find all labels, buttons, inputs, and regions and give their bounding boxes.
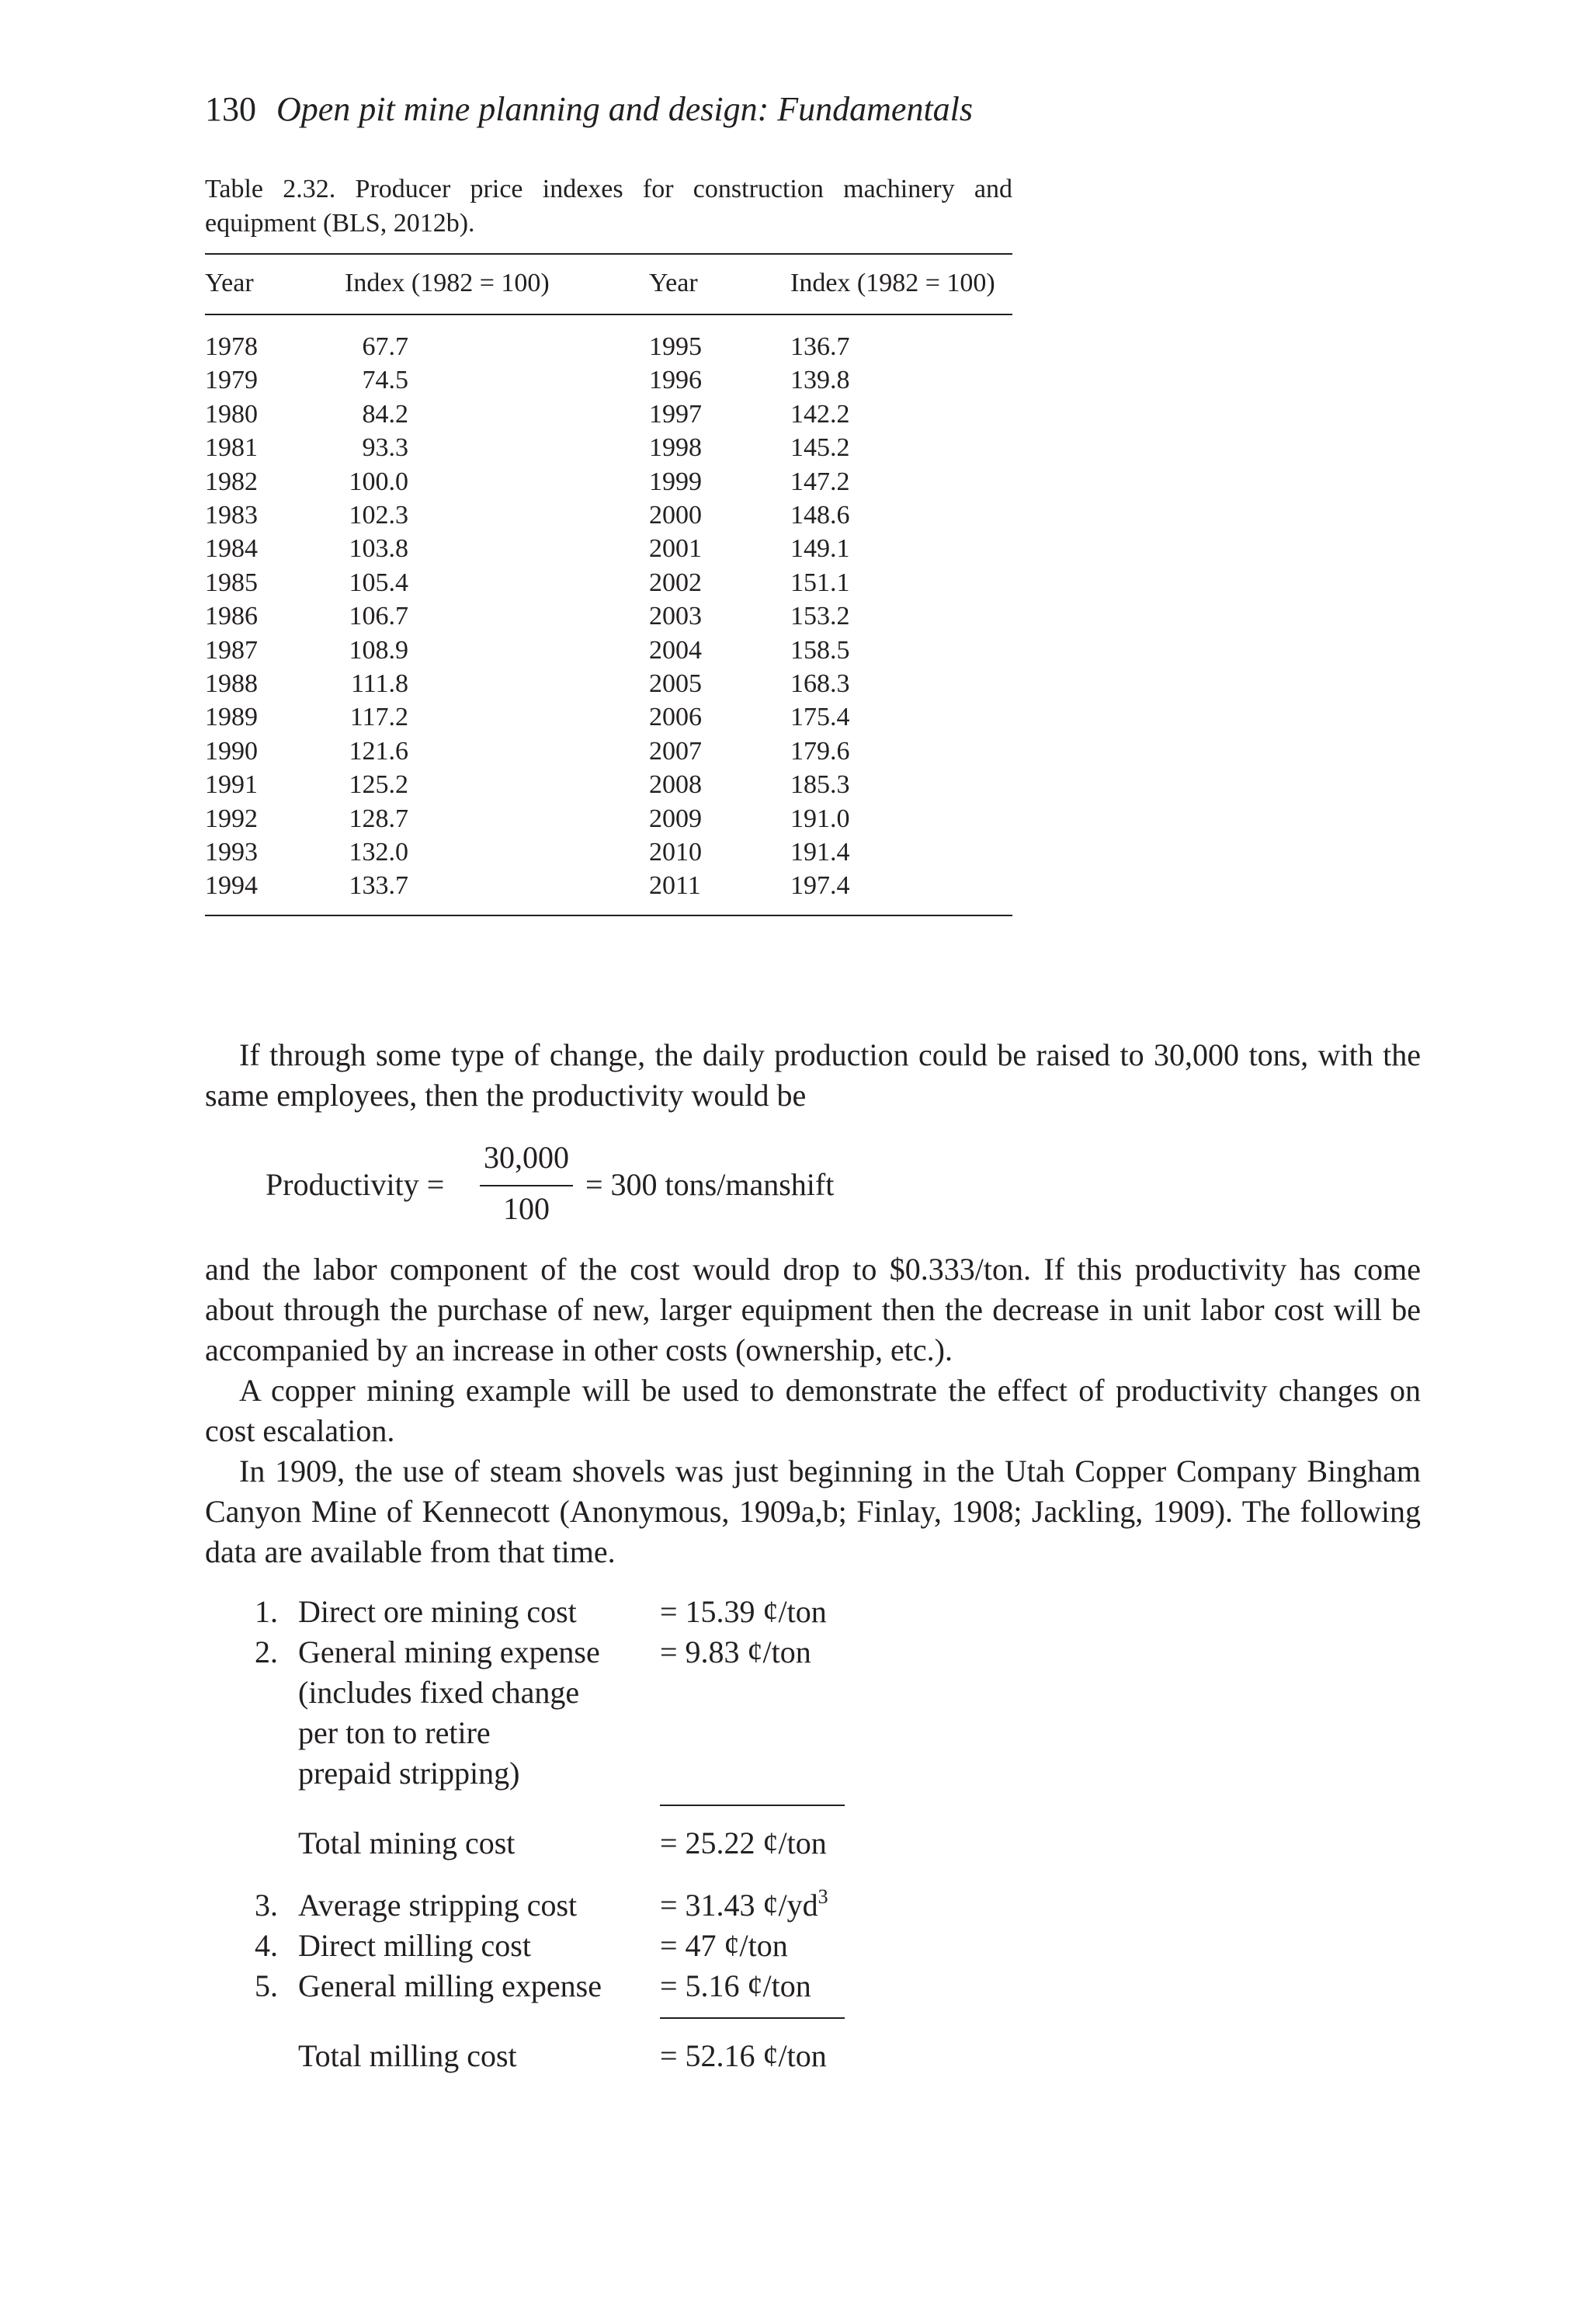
table-cell-index: 132.0 [349, 838, 408, 867]
table-cell-year: 1991 [205, 770, 258, 799]
table-cell-index: 117.2 [349, 703, 408, 731]
table-cell-year: 2005 [649, 669, 702, 698]
table-cell-index: 148.6 [790, 501, 850, 530]
table-cell-index: 153.2 [790, 602, 850, 631]
cost-item-2-value: = 9.83 ¢/ton [660, 1634, 811, 1669]
table-cell-year: 2007 [649, 737, 702, 766]
subtotal-rule-milling [660, 2017, 845, 2019]
table-cell-year: 1993 [205, 838, 258, 867]
table-cell-index: 128.7 [349, 804, 408, 833]
table-cell-year: 2008 [649, 770, 702, 799]
running-title: Open pit mine planning and design: Fundamentals [276, 90, 974, 128]
table-cell-index: 191.0 [790, 804, 850, 833]
total-mining-label: Total mining cost [298, 1826, 516, 1860]
table-cell-index: 145.2 [790, 433, 850, 462]
table-cell-year: 1984 [205, 534, 258, 563]
table-cell-index: 175.4 [790, 703, 850, 731]
table-cell-index: 125.2 [349, 770, 408, 799]
table-bottom-rule [205, 915, 1012, 916]
table-cell-year: 1998 [649, 433, 702, 462]
table-cell-year: 2011 [649, 871, 701, 900]
table-cell-index: 139.8 [790, 366, 850, 394]
cost-item-5-number: 5. [255, 1968, 278, 2003]
table-cell-index: 179.6 [790, 737, 850, 766]
cost-item-3-value-text: = 31.43 ¢/yd [660, 1888, 818, 1923]
total-mining-value: = 25.22 ¢/ton [660, 1826, 827, 1860]
table-cell-year: 1985 [205, 568, 258, 597]
cost-item-1-number: 1. [255, 1594, 278, 1629]
cost-item-2-note-line-1: (includes fixed change [298, 1675, 580, 1710]
table-cell-year: 1988 [205, 669, 258, 698]
table-cell-index: 108.9 [349, 636, 408, 665]
cost-item-5-value: = 5.16 ¢/ton [660, 1968, 811, 2003]
table-cell-year: 2001 [649, 534, 702, 563]
cost-item-2-label: General mining expense [298, 1634, 600, 1669]
equation-lhs: Productivity = [266, 1167, 445, 1202]
table-cell-index: 111.8 [351, 669, 408, 698]
table-cell-index: 151.1 [790, 568, 850, 597]
table-cell-index: 149.1 [790, 534, 850, 563]
table-cell-year: 1982 [205, 467, 258, 496]
paragraph-productivity-intro [205, 1035, 1421, 1116]
table-cell-index: 67.7 [362, 332, 408, 361]
cost-item-2-number: 2. [255, 1634, 278, 1669]
table-cell-index: 106.7 [349, 602, 408, 631]
table-cell-index: 197.4 [790, 871, 850, 900]
paragraph-copper-example: A copper mining example will be used to demonstrate the effect of productivity changes on cost escalation. [205, 1373, 1421, 1448]
equation-denominator: 100 [503, 1191, 550, 1226]
cost-item-4-number: 4. [255, 1928, 278, 1963]
table-cell-year: 2003 [649, 602, 702, 631]
subtotal-rule-mining [660, 1805, 845, 1806]
table-cell-year: 2000 [649, 501, 702, 530]
cost-item-2-note-line-3: prepaid stripping) [298, 1756, 520, 1791]
table-cell-year: 1987 [205, 636, 258, 665]
table-caption: Table 2.32. Producer price indexes for construction machinery and equipment (BLS, 2012b). [205, 175, 1012, 238]
cost-item-3-label: Average stripping cost [298, 1888, 578, 1923]
cost-item-4-value: = 47 ¢/ton [660, 1928, 788, 1963]
column-header-index-1: Index (1982 = 100) [345, 269, 550, 297]
table-cell-year: 2009 [649, 804, 702, 833]
table-cell-year: 1983 [205, 501, 258, 530]
cost-item-1-label: Direct ore mining cost [298, 1594, 577, 1629]
table-cell-year: 1999 [649, 467, 702, 496]
table-cell-index: 74.5 [362, 366, 408, 394]
cubic-superscript: 3 [818, 1885, 828, 1908]
table-cell-year: 2006 [649, 703, 702, 731]
table-cell-year: 1980 [205, 400, 258, 429]
table-cell-year: 1978 [205, 332, 258, 361]
equation-numerator: 30,000 [484, 1140, 569, 1175]
table-cell-year: 2010 [649, 838, 702, 867]
fraction-bar [480, 1185, 573, 1186]
table-cell-year: 1986 [205, 602, 258, 631]
table-header-rule [205, 314, 1012, 315]
table-cell-year: 1997 [649, 400, 702, 429]
total-milling-value: = 52.16 ¢/ton [660, 2038, 827, 2073]
table-cell-year: 1981 [205, 433, 258, 462]
table-cell-index: 142.2 [790, 400, 850, 429]
paragraph-text: If through some type of change, the daily production could be raised to 30,000 tons, with the same employees, then the productivity would be [205, 1037, 1421, 1113]
column-header-year-2: Year [649, 269, 698, 297]
table-cell-index: 100.0 [349, 467, 408, 496]
table-cell-index: 121.6 [349, 737, 408, 766]
cost-item-4-label: Direct milling cost [298, 1928, 531, 1963]
cost-item-2-note-line-2: per ton to retire [298, 1715, 491, 1750]
total-milling-label: Total milling cost [298, 2038, 517, 2073]
table-cell-index: 191.4 [790, 838, 850, 867]
running-header [205, 89, 973, 129]
table-cell-year: 1989 [205, 703, 258, 731]
table-top-rule [205, 253, 1012, 255]
equation-rhs: = 300 tons/manshift [585, 1167, 835, 1202]
table-cell-index: 102.3 [349, 501, 408, 530]
table-cell-year: 1996 [649, 366, 702, 394]
column-header-index-2: Index (1982 = 100) [790, 269, 995, 297]
cost-item-3-value [660, 1885, 828, 1926]
table-cell-index: 105.4 [349, 568, 408, 597]
table-cell-index: 136.7 [790, 332, 850, 361]
page-number: 130 [205, 90, 256, 128]
paragraph-labor-cost: and the labor component of the cost would drop to $0.333/ton. If this productivity has come about through the purchase of new, larger equipment then the decrease in unit labor cost will be accompanied by an increase in other costs (ownership, etc.). [205, 1252, 1421, 1367]
table-cell-index: 93.3 [362, 433, 408, 462]
table-cell-index: 158.5 [790, 636, 850, 665]
column-header-year-1: Year [205, 269, 254, 297]
table-cell-year: 1992 [205, 804, 258, 833]
table-cell-index: 147.2 [790, 467, 850, 496]
body-paragraphs [205, 1249, 1421, 1572]
table-cell-index: 185.3 [790, 770, 850, 799]
table-cell-index: 168.3 [790, 669, 850, 698]
cost-item-1-value: = 15.39 ¢/ton [660, 1594, 827, 1629]
table-cell-index: 133.7 [349, 871, 408, 900]
table-cell-year: 2004 [649, 636, 702, 665]
table-cell-index: 84.2 [362, 400, 408, 429]
table-cell-year: 1995 [649, 332, 702, 361]
table-cell-year: 1994 [205, 871, 258, 900]
table-cell-year: 2002 [649, 568, 702, 597]
cost-item-3-number: 3. [255, 1888, 278, 1923]
table-cell-year: 1979 [205, 366, 258, 394]
table-cell-year: 1990 [205, 737, 258, 766]
cost-item-5-label: General milling expense [298, 1968, 602, 2003]
table-cell-index: 103.8 [349, 534, 408, 563]
paragraph-steam-shovels: In 1909, the use of steam shovels was just beginning in the Utah Copper Company Bingham Canyon Mine of Kennecott (Anonymous, 1909a,b; Finlay, 1908; Jackling, 1909). The following data are available from that time. [205, 1454, 1421, 1569]
